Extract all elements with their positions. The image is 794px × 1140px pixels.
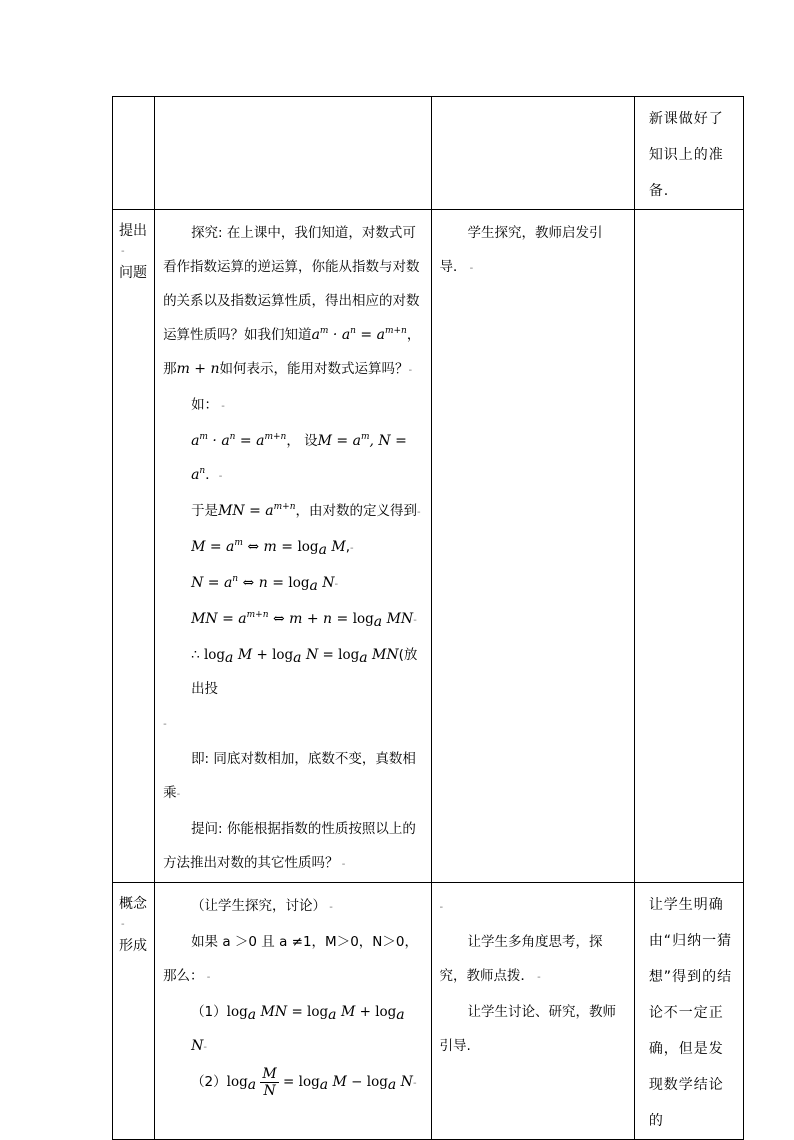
formula: $(2)\log_a$ $\frac{M}{N}$ = $\log_a M - \log_a N-$ [191,1065,417,1099]
paragraph: 那m + n如何表示，能用对数式运算吗？- [163,361,413,377]
formula: MN = $a^{m+n}$ ⇔ $m + n = \log_a MN-$ [191,610,417,630]
student-activity-cell [431,883,634,1140]
paragraph: （让学生探究，讨论） - [191,898,333,914]
paragraph: - [163,719,167,730]
student-activity-cell [431,210,634,883]
table-row [113,97,744,210]
formula: $M = a^m$ ⇔ $m = \log_a M,-$ [191,538,354,558]
design-intent-cell [634,210,743,883]
section-cell [113,97,155,210]
section-cell: 提出 - 问题 [113,210,155,883]
formula: $a^m \cdot a^n = a^{m+n}$， 设$M = a^m$, $N = a^n$．- [191,432,407,483]
student-activity-cell [431,97,634,210]
section-label: 概念 [119,896,147,912]
section-label: 形成 [119,938,147,954]
content-cell [155,97,431,210]
section-cell: 概念 - 形成 [113,883,155,1140]
design-intent-text: 新课做好了知识上的准备. [648,111,724,199]
paragraph: 让学生讨论、研究，教师引导. [439,1004,616,1054]
formula: $N = a^n$ ⇔ $n = \log_a N-$ [191,574,339,594]
paragraph: 如： - [191,397,225,413]
content-cell [155,883,431,1140]
paragraph: 于是MN = $a^{m+n}$，由对数的定义得到- [191,502,421,519]
design-intent-text: 让学生明确由“归纳一猜想”得到的结论不一定正确，但是发现数学结论的 [648,897,733,1129]
paragraph: 提问: 你能根据指数的性质按照以上的方法推出对数的其它性质吗？ - [163,821,416,871]
paragraph: 即: 同底对数相加，底数不变，真数相乘- [163,751,416,801]
paragraph: 探究: 在上课中，我们知道，对数式可看作指数运算的逆运算，你能从指数与对数的关系以及指数运算性质，得出相应的对数运算性质吗？如我们知道$a^m \cdot a^n = a^{m+n}$， [163,225,421,343]
section-label: 问题 [119,265,147,281]
lesson-table [112,96,744,1140]
design-intent-cell [634,883,743,1140]
formula: $(1)\log_a$ MN = $\log_a M + \log_a N-$ [191,1004,405,1054]
paragraph: 学生探究，教师启发引导． - [439,225,603,275]
table-row [113,210,744,883]
paragraph: - [439,902,444,913]
design-intent-cell [634,97,743,210]
content-cell [155,210,431,883]
formula: ∴ $\log_a M + \log_a N = \log_a MN$(放出投 [191,647,418,697]
paragraph: 如果 a ＞0 且 a ≠1，M＞0，N＞0，那么： - [163,934,418,984]
table-row [113,883,744,1140]
paragraph: 让学生多角度思考，探究，教师点拨． - [439,934,603,984]
section-label: 提出 [119,223,147,239]
